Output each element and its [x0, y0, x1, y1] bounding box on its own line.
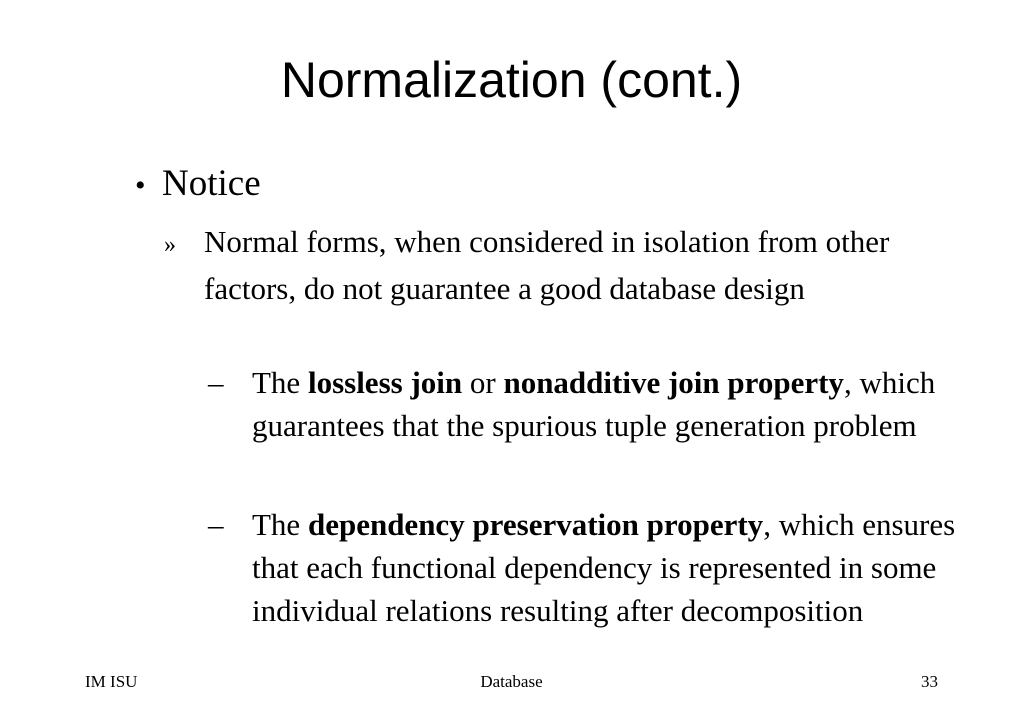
term-lossless-join: lossless join [307, 365, 463, 400]
bullet-notice [135, 162, 261, 208]
term-dependency-preservation-property: dependency preservation property [307, 507, 764, 542]
dash-icon: – [208, 507, 224, 542]
dash-item-dependency-preservation [208, 503, 962, 632]
footer-left: IM ISU [85, 672, 138, 691]
guillemet-icon: » [164, 232, 176, 258]
sub-bullet-text: Normal forms, when considered in isolation from other factors, do not guarantee a good database design [204, 224, 890, 306]
dash-item-text: The [252, 365, 308, 400]
page-number: 33 [921, 672, 938, 691]
term-nonadditive-join-property: nonadditive join property [503, 365, 844, 400]
dash-item-text: The [252, 507, 308, 542]
sub-bullet-normal-forms [164, 220, 964, 310]
slide-title: Normalization (cont.) [280, 52, 743, 108]
dash-item-text: , which guarantees that the spurious tuple generation problem [252, 365, 936, 443]
dash-item-text: , which ensures that each functional dependency is represented in some individual relations resulting after decomposition [252, 507, 956, 628]
bullet-notice-text: Notice [162, 163, 261, 204]
bullet-dot-icon: • [135, 169, 146, 202]
dash-icon: – [208, 365, 224, 400]
dash-item-text: or [462, 365, 504, 400]
footer-center: Database [480, 672, 543, 691]
dash-item-lossless-join [208, 361, 962, 447]
